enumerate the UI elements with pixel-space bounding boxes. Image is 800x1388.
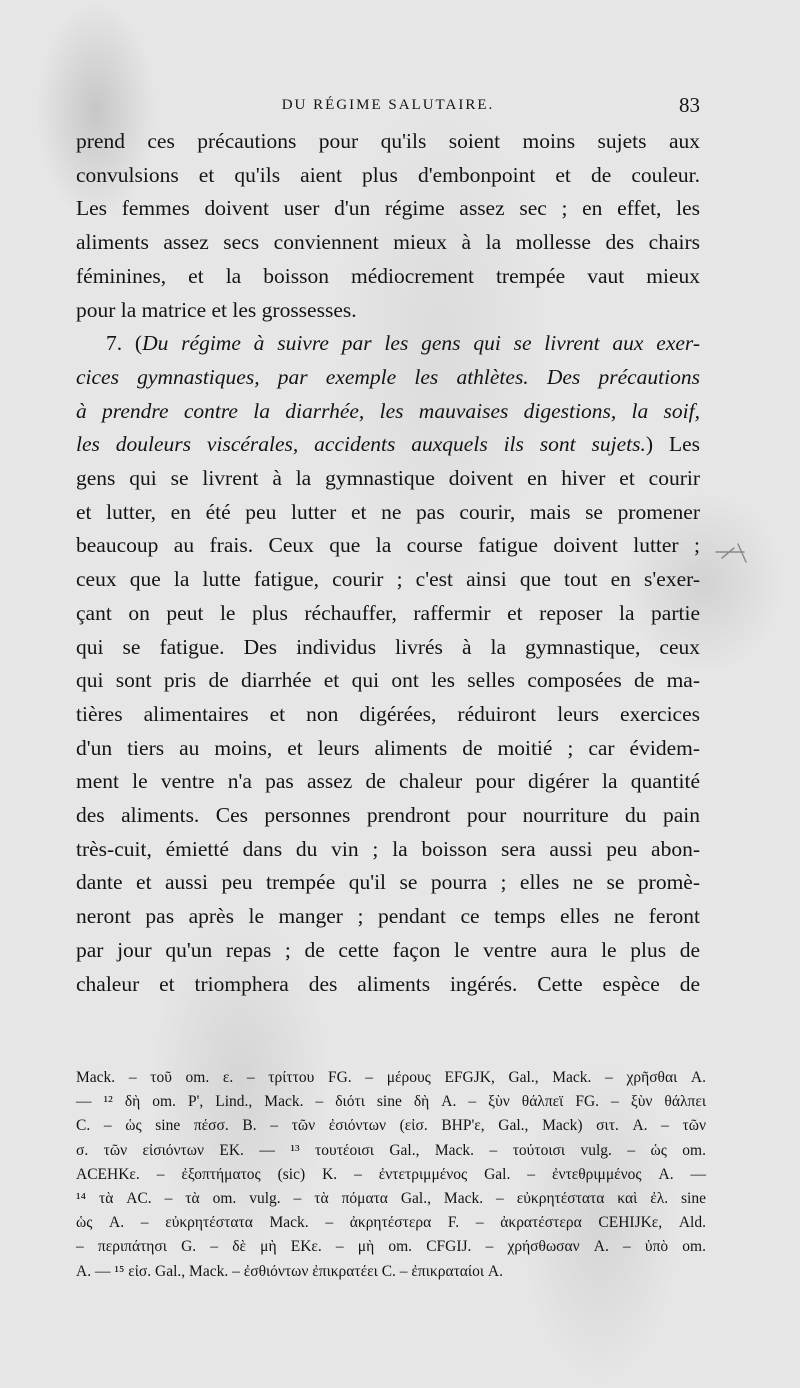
footnote-line: A. — ¹⁵ εἰσ. Gal., Mack. – ἐσθιόντων ἐπικρατέει C. – ἐπικραταίοι A. [76, 1262, 503, 1280]
text-line: neront pas après le manger ; pendant ce temps elles ne feront [76, 904, 700, 929]
paragraph-7-heading-line [76, 327, 700, 361]
text-line: çant on peut le plus réchauffer, raffermir et reposer la partie [76, 600, 700, 625]
text-line: des aliments. Ces personnes prendront pour nourriture du pain [76, 803, 700, 828]
footnote-line: – περιπάτησι G. – δὲ μὴ EKε. – μὴ om. CFGIJ. – χρήσθωσαν A. – ὑπὸ om. [76, 1238, 706, 1256]
text-line: prend ces précautions pour qu'ils soient moins sujets aux [76, 129, 700, 153]
text-line: convulsions et qu'ils aient plus d'embonpoint et de couleur. [76, 162, 700, 187]
text-line: ceux que la lutte fatigue, courir ; c'est ainsi que tout en s'exer- [76, 567, 700, 592]
page-number: 83 [679, 93, 700, 117]
paragraph-7-summary: les douleurs viscérales, accidents auxquels ils sont sujets. [76, 432, 646, 457]
footnote-line: — ¹² δὴ om. P', Lind., Mack. – διότι sine δὴ A. – ξὺν θάλπεϊ FG. – ξὺν θάλπει [76, 1093, 706, 1111]
text-line: féminines, et la boisson médiocrement trempée vaut mieux [76, 263, 700, 288]
text-line: chaleur et triomphera des aliments ingérés. Cette espèce de [76, 971, 700, 996]
footnote-line: Mack. – τοῦ om. ε. – τρίττου FG. – μέρους EFGJK, Gal., Mack. – χρῆσθαι A. [76, 1069, 706, 1086]
text-line: qui sont pris de diarrhée et qui ont les selles composées de ma- [76, 668, 700, 693]
text-line: pour la matrice et les grossesses. [76, 297, 357, 322]
text-line: par jour qu'un repas ; de cette façon le ventre aura le plus de [76, 937, 700, 962]
text-line: d'un tiers au moins, et leurs aliments de moitié ; car évidem- [76, 735, 700, 760]
text-line: tières alimentaires et non digérées, réduiront leurs exercices [76, 701, 700, 726]
text-line: ment le ventre n'a pas assez de chaleur pour digérer la quantité [76, 769, 700, 794]
text-line: Les femmes doivent user d'un régime assez sec ; en effet, les [76, 196, 700, 221]
footnote-line: C. – ὡς sine πέσσ. B. – τῶν ἐσιόντων (εἰσ. BHP'ε, Gal., Mack) σιτ. A. – τῶν [76, 1117, 706, 1135]
paragraph-number: 7. ( [106, 331, 143, 356]
paragraph-7-text: ) Les [645, 432, 700, 457]
footnote-line: ¹⁴ τὰ AC. – τὰ om. vulg. – τὰ πόματα Gal., Mack. – εὐκρητέστατα καὶ ἐλ. sine [76, 1190, 706, 1208]
paragraph-7-summary: Du régime à suivre par les gens qui se livrent aux exer- [142, 331, 700, 356]
paragraph-7-summary: à prendre contre la diarrhée, les mauvaises digestions, la soif, [76, 398, 700, 423]
text-line: gens qui se livrent à la gymnastique doivent en hiver et courir [76, 466, 700, 491]
page-header [76, 93, 700, 119]
main-text [76, 125, 700, 1001]
text-line: très-cuit, émietté dans du vin ; la boisson sera aussi peu abon- [76, 836, 700, 861]
paragraph-7-summary-end-line [76, 428, 700, 462]
footnote-line: σ. τῶν εἰσιόντων EK. — ¹³ τουτέοισι Gal., Mack. – τούτοισι vulg. – ὡς om. [76, 1141, 706, 1159]
text-line: et lutter, en été peu lutter et ne pas courir, mais se promener [76, 499, 700, 524]
text-line: qui se fatigue. Des individus livrés à la gymnastique, ceux [76, 634, 700, 659]
text-line: dante et aussi peu trempée qu'il se pourra ; elles ne se promè- [76, 870, 700, 895]
running-head: DU RÉGIME SALUTAIRE. [281, 97, 495, 113]
text-line: beaucoup au frais. Ceux que la course fatigue doivent lutter ; [76, 533, 700, 558]
footnote-line: ὡς A. – εὐκρητέστατα Mack. – ἀκρητέστερα F. – ἀκρατέστερα CEHIJKε, Ald. [76, 1214, 706, 1232]
pencil-mark-icon [714, 540, 750, 566]
paragraph-7-summary: cices gymnastiques, par exemple les athlètes. Des précautions [76, 364, 700, 389]
footnote-line: ACEHKε. – ἐξοπτήματος (sic) K. – ἐντετριμμένος Gal. – ἐντεθριμμένος A. — [76, 1165, 706, 1183]
footnotes [76, 1066, 706, 1284]
text-line: aliments assez secs conviennent mieux à la mollesse des chairs [76, 230, 700, 255]
